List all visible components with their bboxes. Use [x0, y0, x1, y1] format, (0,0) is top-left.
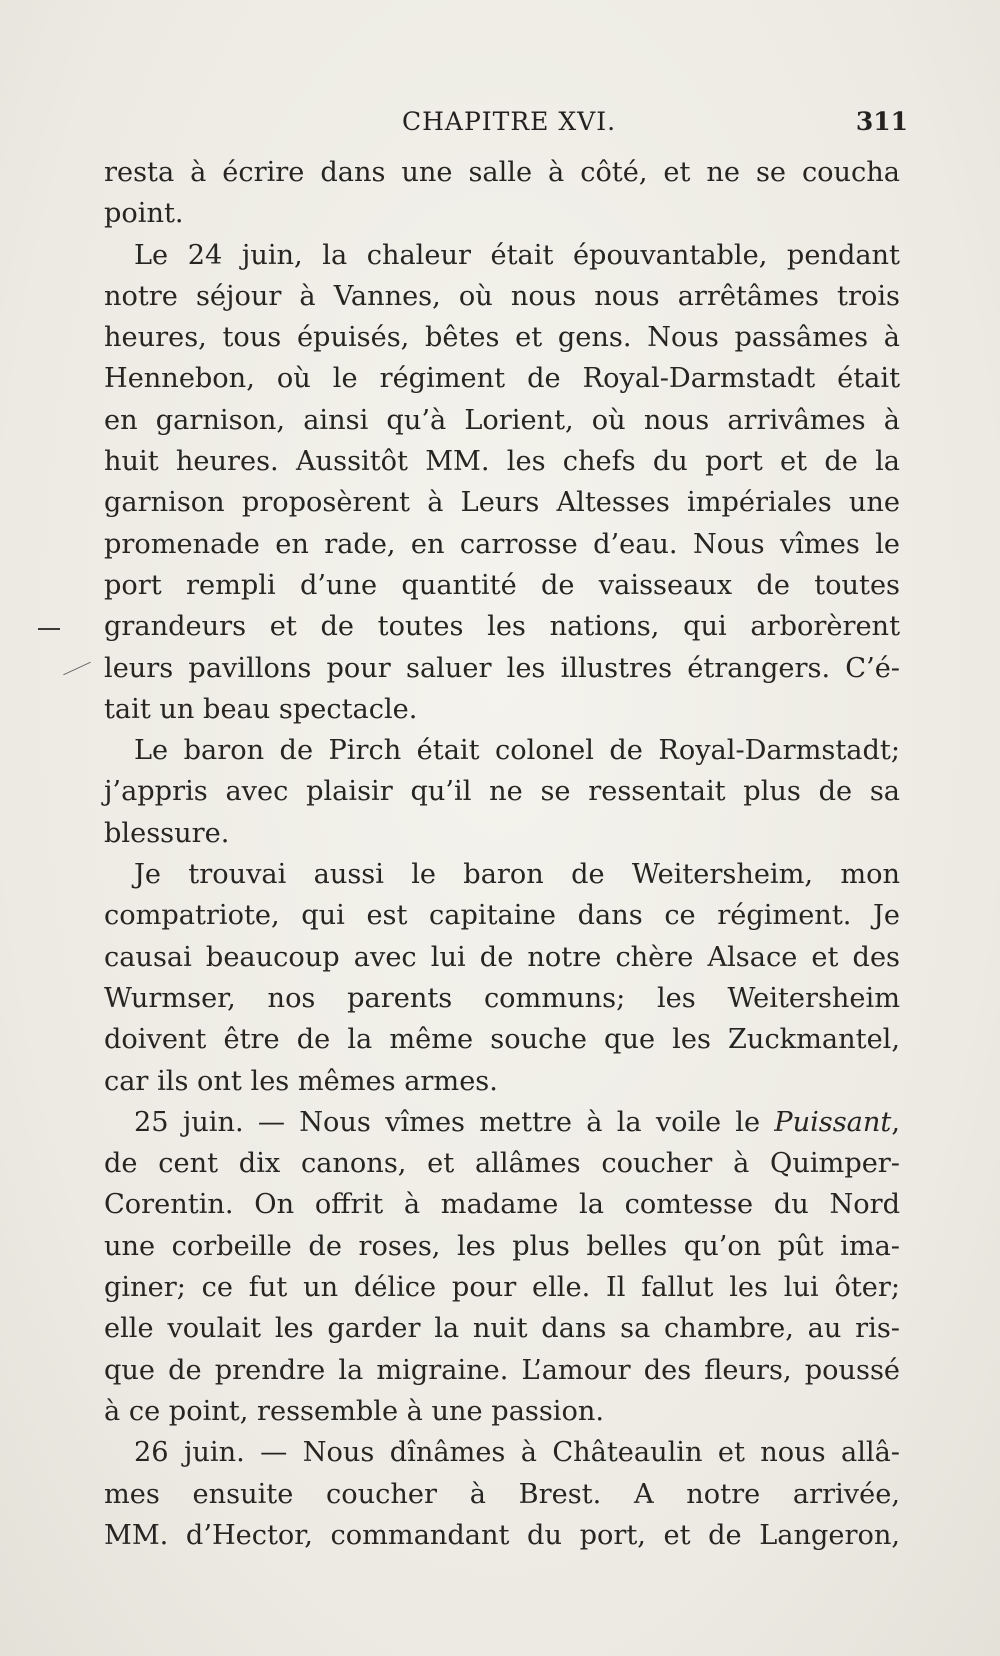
text-line: MM. d’Hector, commandant du port, et de Langeron, [104, 1519, 900, 1551]
text-line: blessure. [104, 817, 230, 849]
text-line: une corbeille de roses, les plus belles qu’on pût ima- [104, 1230, 900, 1262]
text-line: 26 juin. — Nous dînâmes à Châteaulin et nous allâ- [134, 1437, 900, 1469]
text-line: Le baron de Pirch était colonel de Royal-Darmstadt; [134, 735, 900, 767]
text-line: que de prendre la migraine. L’amour des fleurs, poussé [104, 1354, 900, 1386]
text-line: car ils ont les mêmes armes. [104, 1065, 498, 1097]
text-line: de cent dix canons, et allâmes coucher à Quimper- [104, 1148, 900, 1180]
text-line: notre séjour à Vannes, où nous nous arrêtâmes trois [104, 280, 900, 312]
text-line: huit heures. Aussitôt MM. les chefs du port et de la [104, 446, 900, 478]
text-line: Le 24 juin, la chaleur était épouvantable, pendant [134, 239, 900, 271]
text-line: en garnison, ainsi qu’à Lorient, où nous arrivâmes à [104, 404, 900, 436]
text-line: Hennebon, où le régiment de Royal-Darmstadt était [104, 363, 900, 395]
text-line: garnison proposèrent à Leurs Altesses impériales une [104, 487, 900, 519]
text-line: grandeurs et de toutes les nations, qui arborèrent [104, 611, 900, 643]
text-line: promenade en rade, en carrosse d’eau. Nous vîmes le [104, 528, 900, 560]
text-line: mes ensuite coucher à Brest. A notre arrivée, [104, 1478, 900, 1510]
text-line: Corentin. On offrit à madame la comtesse du Nord [104, 1189, 900, 1221]
text-line: j’appris avec plaisir qu’il ne se ressentait plus de sa [104, 776, 900, 808]
paragraph [104, 235, 900, 731]
text-line: point. [104, 198, 184, 230]
text-line: Wurmser, nos parents communs; les Weitersheim [104, 982, 900, 1014]
italic-text: Puissant [774, 1106, 892, 1138]
body-text [104, 152, 900, 1556]
margin-dash-mark [38, 628, 60, 630]
text-line: causai beaucoup avec lui de notre chère Alsace et des [104, 941, 900, 973]
margin-stroke-mark [63, 662, 91, 676]
text-line: à ce point, ressemble à une passion. [104, 1395, 605, 1427]
text-line: Je trouvai aussi le baron de Weitersheim, mon [134, 859, 900, 891]
page-header [100, 101, 908, 141]
text-line: elle voulait les garder la nuit dans sa chambre, au ris- [104, 1313, 900, 1345]
text-line: doivent être de la même souche que les Zuckmantel, [104, 1024, 900, 1056]
running-title: CHAPITRE XVI. [402, 107, 617, 136]
text-line: leurs pavillons pour saluer les illustres étrangers. C’é- [104, 652, 900, 684]
paragraph [104, 730, 900, 854]
paragraph [104, 1102, 900, 1432]
paragraph [104, 854, 900, 1102]
paragraph [104, 152, 900, 235]
paragraph [104, 1432, 900, 1556]
text-line: resta à écrire dans une salle à côté, et ne se coucha [104, 157, 900, 188]
text-line: compatriote, qui est capitaine dans ce régiment. Je [104, 900, 900, 932]
text-line: tait un beau spectacle. [104, 693, 418, 725]
text-line: giner; ce fut un délice pour elle. Il fallut les lui ôter; [104, 1272, 900, 1304]
text-line: port rempli d’une quantité de vaisseaux de toutes [104, 569, 900, 601]
text-line: heures, tous épuisés, bêtes et gens. Nous passâmes à [104, 322, 900, 354]
page-number: 311 [855, 107, 908, 136]
text-line: 25 juin. — Nous vîmes mettre à la voile le Puissant, [134, 1106, 900, 1138]
